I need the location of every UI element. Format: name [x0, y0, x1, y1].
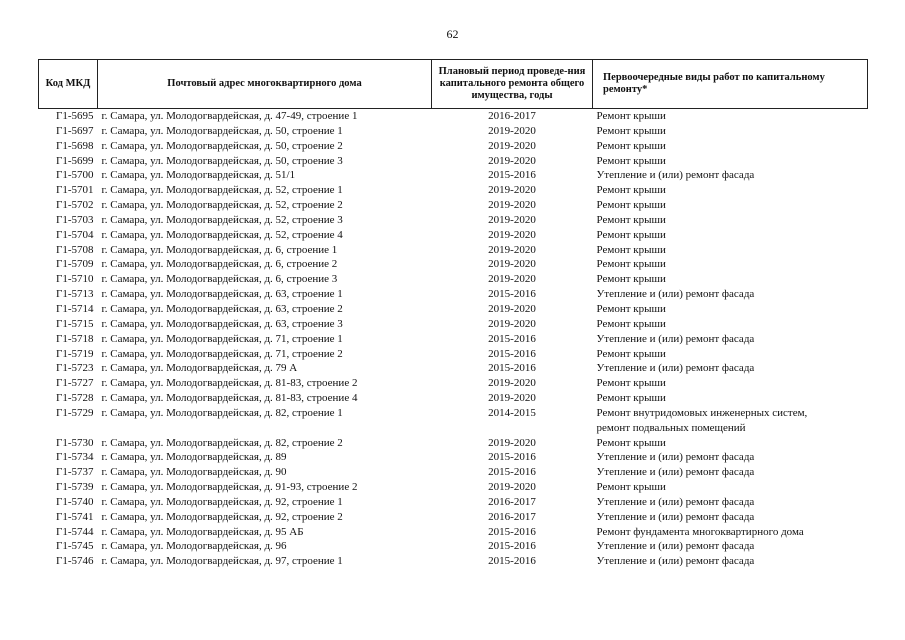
table-body — [39, 109, 868, 570]
address-cell: г. Самара, ул. Молодогвардейская, д. 50, строение 3 — [101, 154, 343, 167]
works-cell — [593, 391, 868, 406]
mkd-code-cell: Г1-5701 — [55, 184, 94, 197]
period-cell: 2015-2016 — [488, 362, 536, 375]
works-line: Утепление и (или) ремонт фасада — [596, 332, 755, 345]
period-cell: 2019-2020 — [488, 273, 536, 286]
table-row — [39, 257, 868, 272]
works-line: Утепление и (или) ремонт фасада — [596, 288, 755, 301]
mkd-code-cell: Г1-5695 — [55, 110, 94, 122]
works-line: Ремонт крыши — [596, 139, 666, 152]
period-cell: 2019-2020 — [488, 317, 536, 330]
address-cell: г. Самара, ул. Молодогвардейская, д. 52, строение 1 — [101, 184, 343, 197]
works-cell — [593, 228, 868, 243]
works-line: Ремонт крыши — [596, 110, 666, 122]
table-row — [39, 302, 868, 317]
table-row — [39, 406, 868, 436]
mkd-code-cell: Г1-5710 — [55, 273, 94, 286]
period-cell: 2016-2017 — [488, 510, 536, 523]
mkd-code-cell: Г1-5740 — [55, 495, 94, 508]
mkd-code-cell: Г1-5745 — [55, 540, 94, 553]
address-cell: г. Самара, ул. Молодогвардейская, д. 81-83, строение 4 — [101, 392, 358, 405]
table-row — [39, 154, 868, 169]
period-cell: 2016-2017 — [488, 110, 536, 122]
mkd-code-cell: Г1-5727 — [55, 377, 94, 390]
address-cell: г. Самара, ул. Молодогвардейская, д. 63, строение 3 — [101, 317, 343, 330]
works-cell — [593, 525, 868, 540]
works-cell — [593, 510, 868, 525]
address-cell: г. Самара, ул. Молодогвардейская, д. 6, строение 1 — [101, 243, 338, 256]
works-line: Ремонт крыши — [596, 347, 666, 360]
address-cell: г. Самара, ул. Молодогвардейская, д. 63, строение 1 — [101, 288, 343, 301]
works-cell — [593, 109, 868, 124]
works-line: Утепление и (или) ремонт фасада — [596, 555, 755, 568]
works-cell — [593, 436, 868, 451]
period-cell: 2019-2020 — [488, 436, 536, 449]
period-cell: 2019-2020 — [488, 139, 536, 152]
mkd-code-cell: Г1-5741 — [55, 510, 94, 523]
address-cell: г. Самара, ул. Молодогвардейская, д. 52, строение 2 — [101, 199, 343, 212]
table-row — [39, 510, 868, 525]
address-cell: г. Самара, ул. Молодогвардейская, д. 92, строение 2 — [101, 510, 343, 523]
works-line: Утепление и (или) ремонт фасада — [596, 495, 755, 508]
table-row — [39, 465, 868, 480]
mkd-code-cell: Г1-5729 — [55, 406, 94, 419]
works-line: Ремонт крыши — [596, 228, 666, 241]
works-line: Ремонт крыши — [596, 258, 666, 271]
table-row — [39, 495, 868, 510]
period-cell: 2019-2020 — [488, 302, 536, 315]
address-cell: г. Самара, ул. Молодогвардейская, д. 79 А — [101, 362, 298, 375]
mkd-code-cell: Г1-5744 — [55, 525, 94, 538]
period-cell: 2015-2016 — [488, 540, 536, 553]
mkd-code-cell: Г1-5699 — [55, 154, 94, 167]
mkd-code-cell: Г1-5737 — [55, 466, 94, 479]
table-row — [39, 168, 868, 183]
mkd-code-cell: Г1-5734 — [55, 451, 94, 464]
works-cell — [593, 272, 868, 287]
mkd-code-cell: Г1-5718 — [55, 332, 94, 345]
mkd-code-cell: Г1-5719 — [55, 347, 94, 360]
address-cell: г. Самара, ул. Молодогвардейская, д. 82, строение 1 — [101, 406, 343, 419]
period-cell: 2015-2016 — [488, 169, 536, 182]
table-row — [39, 317, 868, 332]
works-line: Утепление и (или) ремонт фасада — [596, 540, 755, 553]
works-cell — [593, 198, 868, 213]
works-cell — [593, 539, 868, 554]
works-line: Ремонт крыши — [596, 273, 666, 286]
period-cell: 2019-2020 — [488, 392, 536, 405]
works-line: Ремонт крыши — [596, 124, 666, 137]
address-cell: г. Самара, ул. Молодогвардейская, д. 71, строение 1 — [101, 332, 343, 345]
table-row — [39, 361, 868, 376]
header-code: Код МКД — [39, 60, 98, 109]
table-row — [39, 332, 868, 347]
address-cell: г. Самара, ул. Молодогвардейская, д. 71, строение 2 — [101, 347, 343, 360]
table-header — [39, 60, 868, 109]
works-cell — [593, 317, 868, 332]
period-cell: 2015-2016 — [488, 347, 536, 360]
works-line: ремонт подвальных помещений — [596, 421, 746, 434]
address-cell: г. Самара, ул. Молодогвардейская, д. 6, строение 3 — [101, 273, 338, 286]
period-cell: 2019-2020 — [488, 213, 536, 226]
table-row — [39, 391, 868, 406]
mkd-code-cell: Г1-5698 — [55, 139, 94, 152]
works-cell — [593, 243, 868, 258]
period-cell: 2015-2016 — [488, 466, 536, 479]
mkd-code-cell: Г1-5700 — [55, 169, 94, 182]
works-cell — [593, 183, 868, 198]
works-line: Ремонт крыши — [596, 377, 666, 390]
period-cell: 2019-2020 — [488, 481, 536, 494]
address-cell: г. Самара, ул. Молодогвардейская, д. 52, строение 4 — [101, 228, 343, 241]
address-cell: г. Самара, ул. Молодогвардейская, д. 51/1 — [101, 169, 296, 182]
works-cell — [593, 465, 868, 480]
period-cell: 2014-2015 — [488, 406, 536, 419]
address-cell: г. Самара, ул. Молодогвардейская, д. 90 — [101, 466, 287, 479]
period-cell: 2019-2020 — [488, 154, 536, 167]
period-cell: 2015-2016 — [488, 288, 536, 301]
address-cell: г. Самара, ул. Молодогвардейская, д. 52, строение 3 — [101, 213, 343, 226]
works-line: Ремонт крыши — [596, 184, 666, 197]
table-row — [39, 376, 868, 391]
table-row — [39, 139, 868, 154]
works-cell — [593, 450, 868, 465]
table-row — [39, 183, 868, 198]
works-line: Утепление и (или) ремонт фасада — [596, 362, 755, 375]
address-cell: г. Самара, ул. Молодогвардейская, д. 91-93, строение 2 — [101, 481, 358, 494]
works-cell — [593, 213, 868, 228]
works-cell — [593, 361, 868, 376]
table-row — [39, 436, 868, 451]
period-cell: 2019-2020 — [488, 377, 536, 390]
mkd-code-cell: Г1-5723 — [55, 362, 94, 375]
works-line: Ремонт фундамента многоквартирного дома — [596, 525, 804, 538]
period-cell: 2015-2016 — [488, 332, 536, 345]
table-row — [39, 539, 868, 554]
works-cell — [593, 139, 868, 154]
capital-repair-table — [38, 59, 868, 569]
works-line: Ремонт крыши — [596, 243, 666, 256]
address-cell: г. Самара, ул. Молодогвардейская, д. 82, строение 2 — [101, 436, 343, 449]
mkd-code-cell: Г1-5714 — [55, 302, 94, 315]
mkd-code-cell: Г1-5739 — [55, 481, 94, 494]
header-works: Первоочередные виды работ по капитальному ремонту* — [593, 60, 868, 109]
address-cell: г. Самара, ул. Молодогвардейская, д. 97, строение 1 — [101, 555, 343, 568]
mkd-code-cell: Г1-5709 — [55, 258, 94, 271]
header-period: Плановый период проведе-ния капитального ремонта общего имущества, годы — [432, 60, 593, 109]
works-line: Ремонт крыши — [596, 392, 666, 405]
works-cell — [593, 347, 868, 362]
table-row — [39, 554, 868, 569]
mkd-code-cell: Г1-5730 — [55, 436, 94, 449]
address-cell: г. Самара, ул. Молодогвардейская, д. 89 — [101, 451, 287, 464]
works-line: Ремонт крыши — [596, 154, 666, 167]
mkd-code-cell: Г1-5697 — [55, 124, 94, 137]
address-cell: г. Самара, ул. Молодогвардейская, д. 47-49, строение 1 — [101, 110, 358, 122]
works-cell — [593, 154, 868, 169]
period-cell: 2015-2016 — [488, 525, 536, 538]
mkd-code-cell: Г1-5702 — [55, 199, 94, 212]
address-cell: г. Самара, ул. Молодогвардейская, д. 6, строение 2 — [101, 258, 338, 271]
period-cell: 2019-2020 — [488, 124, 536, 137]
table-row — [39, 272, 868, 287]
works-line: Ремонт крыши — [596, 481, 666, 494]
period-cell: 2016-2017 — [488, 495, 536, 508]
address-cell: г. Самара, ул. Молодогвардейская, д. 92, строение 1 — [101, 495, 343, 508]
works-cell — [593, 332, 868, 347]
table-row — [39, 228, 868, 243]
address-cell: г. Самара, ул. Молодогвардейская, д. 63, строение 2 — [101, 302, 343, 315]
table-row — [39, 213, 868, 228]
works-line: Ремонт крыши — [596, 436, 666, 449]
works-line: Ремонт внутридомовых инженерных систем, — [596, 406, 808, 419]
address-cell: г. Самара, ул. Молодогвардейская, д. 50, строение 1 — [101, 124, 343, 137]
works-line: Утепление и (или) ремонт фасада — [596, 451, 755, 464]
works-line: Утепление и (или) ремонт фасада — [596, 510, 755, 523]
works-line: Ремонт крыши — [596, 213, 666, 226]
period-cell: 2019-2020 — [488, 184, 536, 197]
period-cell: 2015-2016 — [488, 555, 536, 568]
address-cell: г. Самара, ул. Молодогвардейская, д. 96 — [101, 540, 287, 553]
page-number: 62 — [446, 27, 459, 41]
works-line: Ремонт крыши — [596, 317, 666, 330]
table-row — [39, 243, 868, 258]
works-cell — [593, 495, 868, 510]
table-row — [39, 347, 868, 362]
mkd-code-cell: Г1-5746 — [55, 555, 94, 568]
period-cell: 2015-2016 — [488, 451, 536, 464]
works-cell — [593, 376, 868, 391]
header-row — [39, 60, 868, 109]
period-cell: 2019-2020 — [488, 228, 536, 241]
table-row — [39, 124, 868, 139]
works-line: Утепление и (или) ремонт фасада — [596, 169, 755, 182]
address-cell: г. Самара, ул. Молодогвардейская, д. 81-83, строение 2 — [101, 377, 358, 390]
mkd-code-cell: Г1-5704 — [55, 228, 94, 241]
mkd-code-cell: Г1-5708 — [55, 243, 94, 256]
mkd-code-cell: Г1-5713 — [55, 288, 94, 301]
table-row — [39, 109, 868, 124]
works-cell — [593, 406, 868, 436]
address-cell: г. Самара, ул. Молодогвардейская, д. 50, строение 2 — [101, 139, 343, 152]
works-line: Ремонт крыши — [596, 302, 666, 315]
works-cell — [593, 302, 868, 317]
period-cell: 2019-2020 — [488, 199, 536, 212]
table-row — [39, 450, 868, 465]
table-row — [39, 525, 868, 540]
works-cell — [593, 124, 868, 139]
works-line: Ремонт крыши — [596, 199, 666, 212]
works-cell — [593, 168, 868, 183]
header-address: Почтовый адрес многоквартирного дома — [98, 60, 432, 109]
table-row — [39, 198, 868, 213]
works-cell — [593, 257, 868, 272]
period-cell: 2019-2020 — [488, 243, 536, 256]
address-cell: г. Самара, ул. Молодогвардейская, д. 95 АБ — [101, 525, 304, 538]
table-row — [39, 480, 868, 495]
mkd-code-cell: Г1-5703 — [55, 213, 94, 226]
works-cell — [593, 287, 868, 302]
works-cell — [593, 554, 868, 569]
works-cell — [593, 480, 868, 495]
period-cell: 2019-2020 — [488, 258, 536, 271]
table-row — [39, 287, 868, 302]
mkd-code-cell: Г1-5715 — [55, 317, 94, 330]
mkd-code-cell: Г1-5728 — [55, 392, 94, 405]
works-line: Утепление и (или) ремонт фасада — [596, 466, 755, 479]
